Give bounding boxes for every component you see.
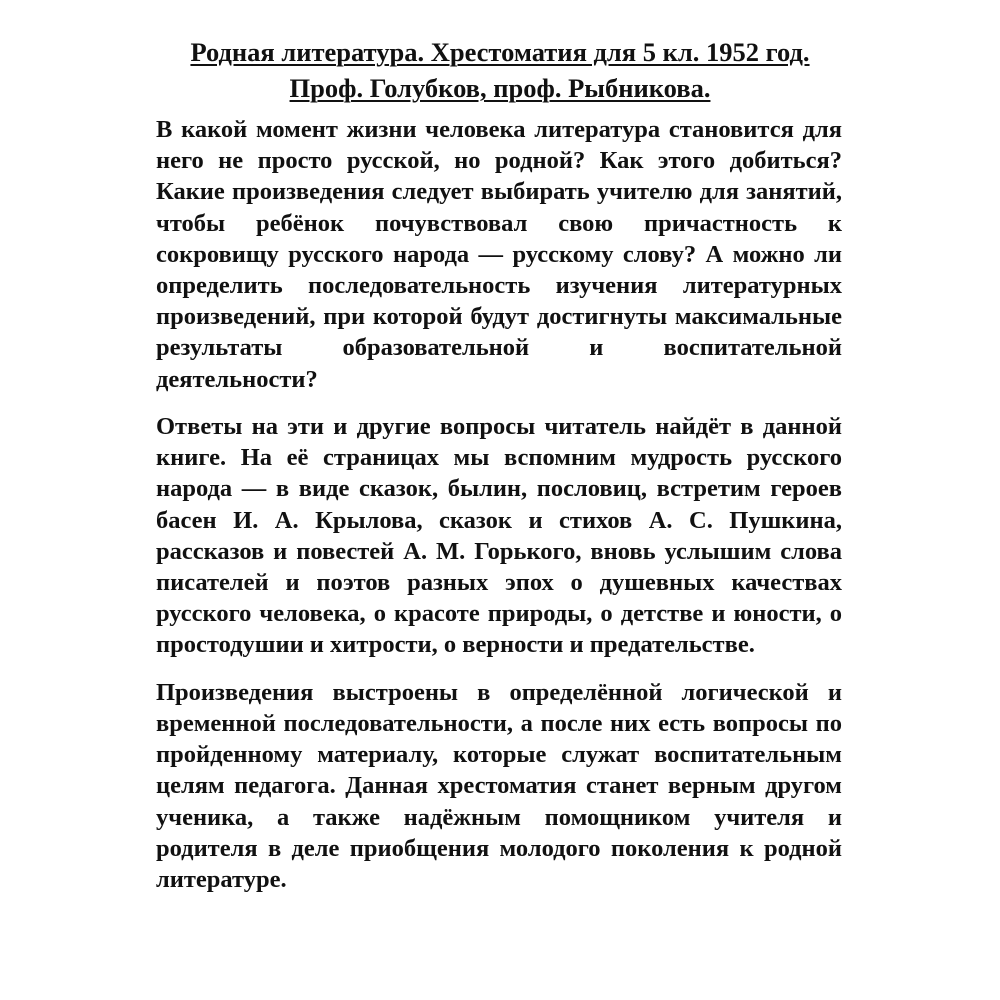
- paragraph-2: Ответы на эти и другие вопросы читатель найдёт в данной книге. На её страницах мы вспомним мудрость русского народа — в виде сказок, былин, пословиц, встретим героев басен И. А. Крылова, сказок и стихов А. С. Пушкина, рассказов и повестей А. М. Горького, вновь услышим слова писателей и поэтов разных эпох о душевных качествах русского человека, о красоте природы, о детстве и юности, о простодушии и хитрости, о верности и предательстве.: [156, 413, 842, 659]
- title-line-1: [0, 34, 1000, 70]
- title-line-2-text: Проф. Голубков, проф. Рыбникова.: [289, 73, 711, 103]
- document-body: [156, 114, 842, 895]
- title-line-2: [0, 70, 1000, 106]
- paragraph-3: Произведения выстроены в определённой логической и временной последовательности, а после них есть вопросы по пройденному материалу, которые служат воспитательным целям педагога. Данная хрестоматия станет верным другом ученика, а также надёжным помощником учителя и родителя в деле приобщения молодого поколения к родной литературе.: [156, 678, 842, 894]
- document-title: [0, 34, 1000, 106]
- paragraph-1: В какой момент жизни человека литература становится для него не просто русской, но родной? Как этого добиться? Какие произведения следует выбирать учителю для занятий, чтобы ребёнок почувствовал свою причастность к сокровищу русского народа — русскому слову? А можно ли определить последовательность изучения литературных произведений, при которой будут достигнуты максимальные результаты образовательной и воспитательной деятельности?: [156, 116, 842, 393]
- title-line-1-text: Родная литература. Хрестоматия для 5 кл. 1952 год.: [190, 37, 810, 67]
